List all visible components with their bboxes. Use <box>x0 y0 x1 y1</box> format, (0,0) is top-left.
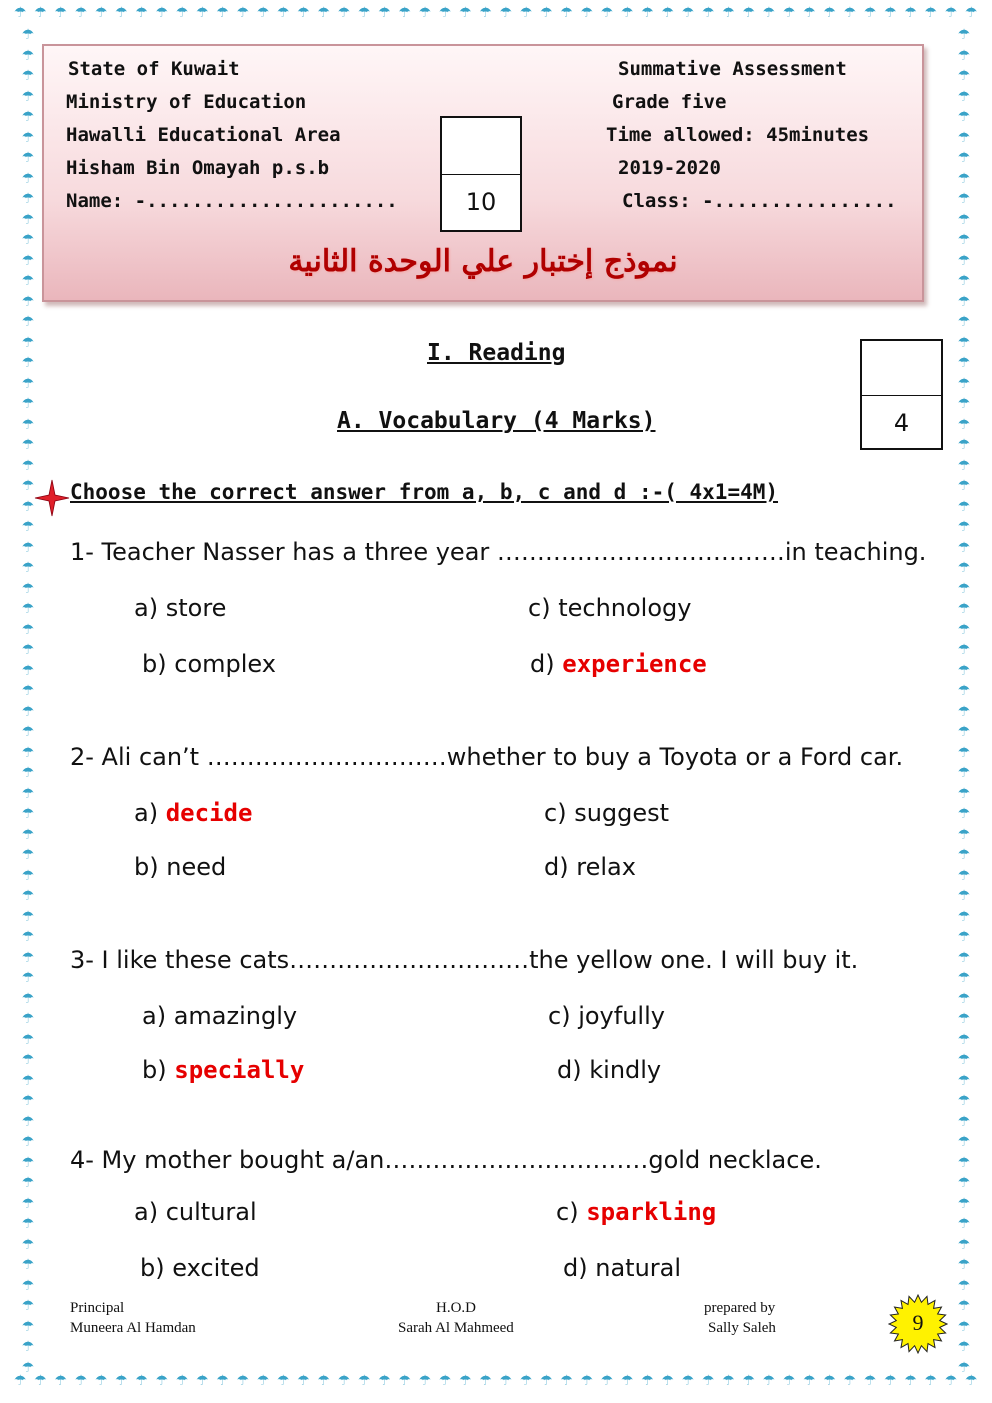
umbrella-icon: ☂ <box>21 355 35 371</box>
umbrella-icon: ☂ <box>661 1373 675 1389</box>
umbrella-icon: ☂ <box>21 642 35 658</box>
umbrella-icon: ☂ <box>21 88 35 105</box>
header-school-state: State of Kuwait <box>68 58 240 80</box>
umbrella-icon: ☂ <box>21 867 35 884</box>
q4-option-d: d) natural <box>563 1254 682 1282</box>
umbrella-icon: ☂ <box>21 1093 35 1109</box>
umbrella-icon: ☂ <box>21 1195 35 1212</box>
q2-option-c: c) suggest <box>544 799 670 827</box>
section-score-box <box>860 339 943 450</box>
umbrella-icon: ☂ <box>863 1373 877 1389</box>
umbrella-icon: ☂ <box>621 1373 634 1389</box>
border-left <box>14 28 42 1375</box>
umbrella-icon: ☂ <box>94 1373 108 1389</box>
umbrella-icon: ☂ <box>641 1373 654 1389</box>
umbrella-icon: ☂ <box>957 27 971 43</box>
umbrella-icon: ☂ <box>884 1373 897 1389</box>
umbrella-icon: ☂ <box>957 252 971 269</box>
umbrella-icon: ☂ <box>21 1359 35 1376</box>
umbrella-icon: ☂ <box>14 1373 27 1389</box>
umbrella-icon: ☂ <box>398 1373 412 1389</box>
umbrella-icon: ☂ <box>499 5 513 21</box>
umbrella-icon: ☂ <box>904 5 917 21</box>
umbrella-icon: ☂ <box>21 539 35 556</box>
umbrella-icon: ☂ <box>957 990 971 1007</box>
header-class-field: Class: -................ <box>622 190 897 212</box>
umbrella-icon: ☂ <box>21 970 35 986</box>
page-number-badge <box>888 1294 948 1354</box>
umbrella-icon: ☂ <box>823 1373 836 1389</box>
umbrella-icon: ☂ <box>21 929 35 945</box>
umbrella-icon: ☂ <box>21 273 35 289</box>
umbrella-icon: ☂ <box>21 1154 35 1171</box>
umbrella-icon: ☂ <box>21 1339 35 1355</box>
umbrella-icon: ☂ <box>21 1298 35 1314</box>
umbrella-icon: ☂ <box>957 724 971 740</box>
umbrella-icon: ☂ <box>256 5 270 21</box>
umbrella-icon: ☂ <box>74 5 88 21</box>
footer-principal-title: Principal <box>70 1300 125 1316</box>
umbrella-icon: ☂ <box>957 888 971 904</box>
umbrella-icon: ☂ <box>621 5 634 21</box>
umbrella-icon: ☂ <box>21 519 35 535</box>
umbrella-icon: ☂ <box>196 1373 209 1389</box>
q1-option-a: a) store <box>134 594 227 622</box>
umbrella-icon: ☂ <box>957 539 971 556</box>
umbrella-icon: ☂ <box>957 293 971 310</box>
umbrella-icon: ☂ <box>135 1373 148 1389</box>
header-school: Hisham Bin Omayah p.s.b <box>66 157 330 179</box>
umbrella-icon: ☂ <box>21 1052 35 1068</box>
umbrella-icon: ☂ <box>21 744 35 761</box>
umbrella-icon: ☂ <box>957 1011 971 1027</box>
umbrella-icon: ☂ <box>21 109 35 125</box>
umbrella-icon: ☂ <box>843 1373 857 1389</box>
umbrella-icon: ☂ <box>21 396 35 412</box>
umbrella-icon: ☂ <box>957 273 971 289</box>
umbrella-icon: ☂ <box>21 1072 35 1089</box>
umbrella-icon: ☂ <box>924 5 938 21</box>
umbrella-icon: ☂ <box>21 703 35 720</box>
umbrella-icon: ☂ <box>884 5 897 21</box>
umbrella-icon: ☂ <box>957 847 971 863</box>
umbrella-icon: ☂ <box>965 5 978 21</box>
umbrella-icon: ☂ <box>14 5 27 21</box>
umbrella-icon: ☂ <box>681 5 695 21</box>
umbrella-icon: ☂ <box>661 5 675 21</box>
umbrella-icon: ☂ <box>924 1373 938 1389</box>
umbrella-icon: ☂ <box>957 1359 971 1376</box>
umbrella-icon: ☂ <box>337 1373 351 1389</box>
umbrella-icon: ☂ <box>21 191 35 207</box>
umbrella-icon: ☂ <box>21 847 35 863</box>
q4-option-b: b) excited <box>140 1254 260 1282</box>
umbrella-icon: ☂ <box>21 232 35 248</box>
umbrella-icon: ☂ <box>357 5 371 21</box>
umbrella-icon: ☂ <box>782 1373 796 1389</box>
umbrella-icon: ☂ <box>957 703 971 720</box>
umbrella-icon: ☂ <box>21 375 35 392</box>
umbrella-icon: ☂ <box>957 88 971 105</box>
umbrella-icon: ☂ <box>742 5 755 21</box>
umbrella-icon: ☂ <box>216 5 229 21</box>
umbrella-icon: ☂ <box>641 5 654 21</box>
q3-option-b: b) specially <box>142 1056 305 1084</box>
umbrella-icon: ☂ <box>21 1113 35 1130</box>
umbrella-icon: ☂ <box>957 47 971 64</box>
umbrella-icon: ☂ <box>600 1373 614 1389</box>
umbrella-icon: ☂ <box>21 1134 35 1150</box>
umbrella-icon: ☂ <box>722 5 735 21</box>
umbrella-icon: ☂ <box>957 1134 971 1150</box>
umbrella-icon: ☂ <box>722 1373 735 1389</box>
umbrella-icon: ☂ <box>21 826 35 843</box>
umbrella-icon: ☂ <box>297 1373 310 1389</box>
umbrella-icon: ☂ <box>21 908 35 925</box>
page-number: 9 <box>912 1310 924 1335</box>
umbrella-icon: ☂ <box>957 314 971 330</box>
umbrella-icon: ☂ <box>957 785 971 802</box>
umbrella-icon: ☂ <box>115 1373 128 1389</box>
umbrella-icon: ☂ <box>957 683 971 699</box>
umbrella-icon: ☂ <box>957 1339 971 1355</box>
umbrella-icon: ☂ <box>957 1236 971 1253</box>
footer-prepared-title: prepared by <box>704 1300 776 1316</box>
umbrella-icon: ☂ <box>21 888 35 904</box>
umbrella-icon: ☂ <box>54 1373 68 1389</box>
umbrella-icon: ☂ <box>297 5 310 21</box>
q2-option-d: d) relax <box>544 853 636 881</box>
instruction: Choose the correct answer from a, b, c and d :-( 4x1=4M) <box>70 480 779 504</box>
umbrella-icon: ☂ <box>957 1277 971 1294</box>
umbrella-icon: ☂ <box>957 560 971 576</box>
umbrella-icon: ☂ <box>965 1373 978 1389</box>
umbrella-icon: ☂ <box>823 5 836 21</box>
section-title: I. Reading <box>427 340 566 366</box>
section-subtitle: A. Vocabulary (4 Marks) <box>337 408 656 434</box>
umbrella-icon: ☂ <box>957 129 971 146</box>
umbrella-icon: ☂ <box>21 724 35 740</box>
umbrella-icon: ☂ <box>803 5 816 21</box>
umbrella-icon: ☂ <box>957 642 971 658</box>
umbrella-icon: ☂ <box>34 5 47 21</box>
umbrella-icon: ☂ <box>957 375 971 392</box>
umbrella-icon: ☂ <box>438 5 452 21</box>
q2-option-a: a) decide <box>134 799 253 827</box>
umbrella-icon: ☂ <box>54 5 68 21</box>
umbrella-icon: ☂ <box>957 355 971 371</box>
umbrella-icon: ☂ <box>701 5 715 21</box>
q3-option-d: d) kindly <box>557 1056 662 1084</box>
umbrella-icon: ☂ <box>762 5 776 21</box>
umbrella-icon: ☂ <box>957 211 971 228</box>
umbrella-icon: ☂ <box>957 1257 971 1273</box>
umbrella-icon: ☂ <box>957 1195 971 1212</box>
umbrella-icon: ☂ <box>957 68 971 84</box>
umbrella-icon: ☂ <box>21 1216 35 1232</box>
umbrella-icon: ☂ <box>21 1318 35 1335</box>
footer-hod-name: Sarah Al Mahmeed <box>398 1320 514 1336</box>
umbrella-icon: ☂ <box>600 5 614 21</box>
umbrella-icon: ☂ <box>957 970 971 986</box>
umbrella-icon: ☂ <box>957 498 971 515</box>
header-area: Hawalli Educational Area <box>66 124 341 146</box>
header-grade: Grade five <box>612 91 727 113</box>
umbrella-icon: ☂ <box>21 580 35 597</box>
total-score-box <box>440 116 522 232</box>
umbrella-icon: ☂ <box>560 1373 573 1389</box>
q3-answer: specially <box>174 1056 305 1084</box>
umbrella-icon: ☂ <box>21 1236 35 1253</box>
question-1: 1- Teacher Nasser has a three year ………………………………in teaching. <box>70 538 927 566</box>
umbrella-icon: ☂ <box>762 1373 776 1389</box>
umbrella-icon: ☂ <box>540 5 553 21</box>
umbrella-icon: ☂ <box>277 1373 290 1389</box>
umbrella-icon: ☂ <box>337 5 351 21</box>
umbrella-icon: ☂ <box>957 744 971 761</box>
umbrella-icon: ☂ <box>236 5 250 21</box>
umbrella-icon: ☂ <box>957 908 971 925</box>
q1-option-c: c) technology <box>528 594 692 622</box>
umbrella-icon: ☂ <box>459 1373 472 1389</box>
umbrella-icon: ☂ <box>21 416 35 433</box>
umbrella-icon: ☂ <box>115 5 128 21</box>
umbrella-icon: ☂ <box>317 1373 331 1389</box>
umbrella-icon: ☂ <box>21 27 35 43</box>
umbrella-icon: ☂ <box>34 1373 47 1389</box>
umbrella-icon: ☂ <box>175 5 189 21</box>
umbrella-icon: ☂ <box>519 1373 533 1389</box>
header-time: Time allowed: 45minutes <box>606 124 870 146</box>
q4-option-c: c) sparkling <box>556 1198 717 1226</box>
umbrella-icon: ☂ <box>957 1175 971 1191</box>
umbrella-icon: ☂ <box>21 478 35 494</box>
header-assessment: Summative Assessment <box>618 58 847 80</box>
umbrella-icon: ☂ <box>21 252 35 269</box>
umbrella-icon: ☂ <box>196 5 209 21</box>
umbrella-icon: ☂ <box>843 5 857 21</box>
umbrella-icon: ☂ <box>957 765 971 781</box>
umbrella-icon: ☂ <box>459 5 472 21</box>
umbrella-icon: ☂ <box>957 1113 971 1130</box>
border-bottom <box>0 1374 992 1402</box>
umbrella-icon: ☂ <box>21 150 35 166</box>
umbrella-icon: ☂ <box>236 1373 250 1389</box>
q3-option-c: c) joyfully <box>548 1002 665 1030</box>
q1-answer: experience <box>562 650 707 678</box>
umbrella-icon: ☂ <box>957 1318 971 1335</box>
footer-principal-name: Muneera Al Hamdan <box>70 1320 196 1336</box>
umbrella-icon: ☂ <box>21 765 35 781</box>
header-panel <box>42 44 924 302</box>
umbrella-icon: ☂ <box>21 170 35 187</box>
umbrella-icon: ☂ <box>957 334 971 351</box>
umbrella-icon: ☂ <box>957 232 971 248</box>
umbrella-icon: ☂ <box>904 1373 917 1389</box>
umbrella-icon: ☂ <box>277 5 290 21</box>
umbrella-icon: ☂ <box>540 1373 553 1389</box>
q2-option-b: b) need <box>134 853 227 881</box>
umbrella-icon: ☂ <box>21 621 35 638</box>
four-point-star-icon <box>34 478 70 518</box>
umbrella-icon: ☂ <box>519 5 533 21</box>
umbrella-icon: ☂ <box>135 5 148 21</box>
umbrella-icon: ☂ <box>256 1373 270 1389</box>
umbrella-icon: ☂ <box>357 1373 371 1389</box>
umbrella-icon: ☂ <box>21 785 35 802</box>
umbrella-icon: ☂ <box>957 601 971 617</box>
total-score: 10 <box>465 188 497 216</box>
umbrella-icon: ☂ <box>21 806 35 822</box>
umbrella-icon: ☂ <box>957 478 971 494</box>
umbrella-icon: ☂ <box>957 1093 971 1109</box>
umbrella-icon: ☂ <box>21 334 35 351</box>
umbrella-icon: ☂ <box>21 498 35 515</box>
umbrella-icon: ☂ <box>21 457 35 474</box>
border-top <box>0 6 992 34</box>
umbrella-icon: ☂ <box>74 1373 88 1389</box>
umbrella-icon: ☂ <box>21 211 35 228</box>
umbrella-icon: ☂ <box>957 109 971 125</box>
q4-answer: sparkling <box>586 1198 717 1226</box>
arabic-test-title: نموذج إختبار علي الوحدة الثانية <box>288 244 678 279</box>
umbrella-icon: ☂ <box>21 1175 35 1191</box>
umbrella-icon: ☂ <box>957 806 971 822</box>
umbrella-icon: ☂ <box>957 1298 971 1314</box>
umbrella-icon: ☂ <box>681 1373 695 1389</box>
question-2: 2- Ali can’t …………………………whether to buy a Toyota or a Ford car. <box>70 743 904 771</box>
umbrella-icon: ☂ <box>21 990 35 1007</box>
umbrella-icon: ☂ <box>21 68 35 84</box>
umbrella-icon: ☂ <box>21 1257 35 1273</box>
umbrella-icon: ☂ <box>580 5 594 21</box>
umbrella-icon: ☂ <box>175 1373 189 1389</box>
umbrella-icon: ☂ <box>479 5 492 21</box>
umbrella-icon: ☂ <box>378 5 391 21</box>
umbrella-icon: ☂ <box>957 621 971 638</box>
umbrella-icon: ☂ <box>957 437 971 453</box>
umbrella-icon: ☂ <box>957 1154 971 1171</box>
umbrella-icon: ☂ <box>957 416 971 433</box>
umbrella-icon: ☂ <box>21 601 35 617</box>
umbrella-icon: ☂ <box>479 1373 492 1389</box>
umbrella-icon: ☂ <box>957 457 971 474</box>
q4-option-a: a) cultural <box>134 1198 257 1226</box>
umbrella-icon: ☂ <box>438 1373 452 1389</box>
umbrella-icon: ☂ <box>398 5 412 21</box>
umbrella-icon: ☂ <box>957 170 971 187</box>
umbrella-icon: ☂ <box>21 1277 35 1294</box>
umbrella-icon: ☂ <box>957 519 971 535</box>
umbrella-icon: ☂ <box>944 5 958 21</box>
umbrella-icon: ☂ <box>803 1373 816 1389</box>
umbrella-icon: ☂ <box>957 1216 971 1232</box>
umbrella-icon: ☂ <box>957 1052 971 1068</box>
umbrella-icon: ☂ <box>957 396 971 412</box>
header-year: 2019-2020 <box>618 157 721 179</box>
umbrella-icon: ☂ <box>418 1373 432 1389</box>
umbrella-icon: ☂ <box>155 5 169 21</box>
umbrella-icon: ☂ <box>21 1031 35 1048</box>
umbrella-icon: ☂ <box>782 5 796 21</box>
question-3: 3- I like these cats…………………………the yellow one. I will buy it. <box>70 946 859 974</box>
umbrella-icon: ☂ <box>21 437 35 453</box>
umbrella-icon: ☂ <box>957 1072 971 1089</box>
umbrella-icon: ☂ <box>957 826 971 843</box>
umbrella-icon: ☂ <box>21 560 35 576</box>
umbrella-icon: ☂ <box>957 1031 971 1048</box>
umbrella-icon: ☂ <box>317 5 331 21</box>
umbrella-icon: ☂ <box>957 662 971 679</box>
umbrella-icon: ☂ <box>957 191 971 207</box>
umbrella-icon: ☂ <box>21 1011 35 1027</box>
umbrella-icon: ☂ <box>21 129 35 146</box>
umbrella-icon: ☂ <box>418 5 432 21</box>
umbrella-icon: ☂ <box>378 1373 391 1389</box>
footer-hod-title: H.O.D <box>436 1300 476 1316</box>
umbrella-icon: ☂ <box>944 1373 958 1389</box>
header-ministry: Ministry of Education <box>66 91 307 113</box>
umbrella-icon: ☂ <box>957 929 971 945</box>
umbrella-icon: ☂ <box>21 662 35 679</box>
umbrella-icon: ☂ <box>94 5 108 21</box>
umbrella-icon: ☂ <box>560 5 573 21</box>
umbrella-icon: ☂ <box>957 867 971 884</box>
footer-prepared-name: Sally Saleh <box>708 1320 776 1336</box>
umbrella-icon: ☂ <box>742 1373 755 1389</box>
umbrella-icon: ☂ <box>957 580 971 597</box>
umbrella-icon: ☂ <box>957 150 971 166</box>
q3-option-a: a) amazingly <box>142 1002 298 1030</box>
umbrella-icon: ☂ <box>216 1373 229 1389</box>
umbrella-icon: ☂ <box>499 1373 513 1389</box>
umbrella-icon: ☂ <box>957 949 971 966</box>
header-name-field: Name: -...................... <box>66 190 398 212</box>
umbrella-icon: ☂ <box>580 1373 594 1389</box>
q2-answer: decide <box>165 799 253 827</box>
umbrella-icon: ☂ <box>21 314 35 330</box>
section-score: 4 <box>893 409 910 437</box>
umbrella-icon: ☂ <box>701 1373 715 1389</box>
umbrella-icon: ☂ <box>155 1373 169 1389</box>
umbrella-icon: ☂ <box>21 47 35 64</box>
q1-option-d: d) experience <box>530 650 707 678</box>
umbrella-icon: ☂ <box>21 949 35 966</box>
umbrella-icon: ☂ <box>21 293 35 310</box>
umbrella-icon: ☂ <box>863 5 877 21</box>
border-right <box>950 28 978 1375</box>
question-4: 4- My mother bought a/an……………………………gold necklace. <box>70 1146 822 1174</box>
umbrella-icon: ☂ <box>21 683 35 699</box>
q1-option-b: b) complex <box>142 650 276 678</box>
